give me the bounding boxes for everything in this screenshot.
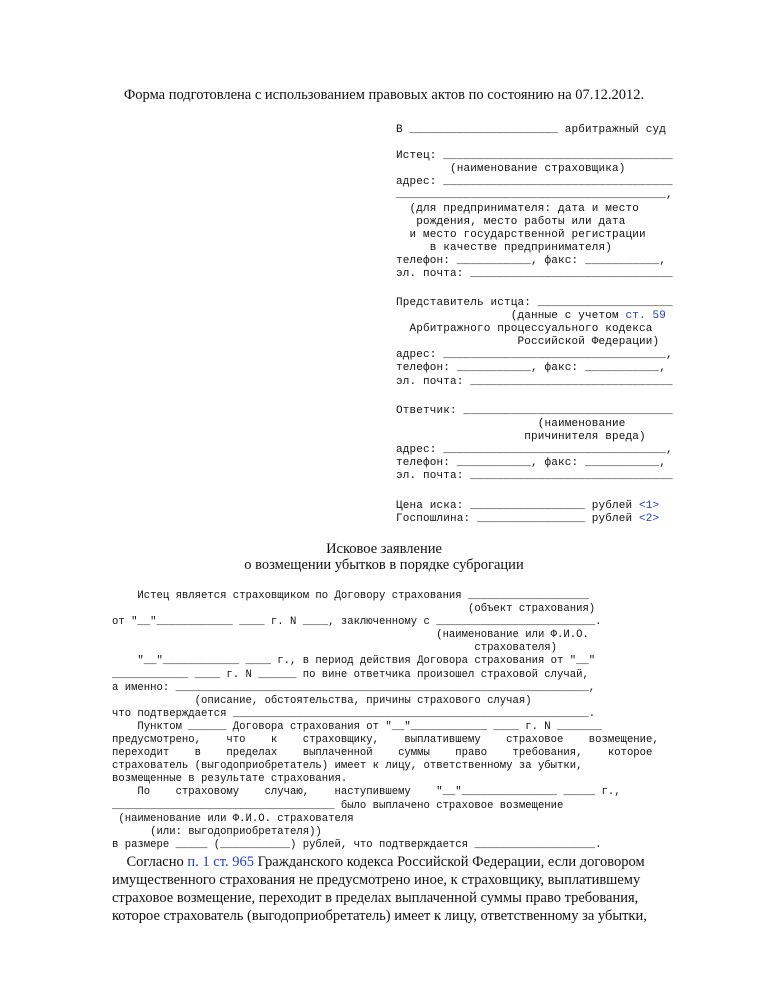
claimant-caption: (наименование страховщика) [396, 163, 626, 176]
body-serif-line-3: страховое возмещение, переходит в пределах выплаченной суммы право требования, [112, 890, 639, 906]
claimant-email: эл. почта: ______________________________ [396, 268, 673, 281]
claim-body-line: страхователь (выгодоприобретатель) имеет к лицу, ответственному за убытки, [112, 760, 583, 773]
claim-body-line: страхователя) [112, 642, 558, 655]
claim-body-line: ___________________________________ было выплачено страховое возмещение [112, 799, 564, 812]
entrepreneur-note-3: и место государственной регистрации [396, 228, 646, 241]
form-note: Форма подготовлена с использованием правовых актов по состоянию на 07.12.2012. [123, 87, 645, 103]
defendant-phone: телефон: ___________, факс: ___________, [396, 457, 667, 470]
claim-body-line: а именно: _________________________________________________________________, [112, 681, 596, 694]
claim-body-line: (или: выгодоприобретателя)) [112, 825, 322, 838]
body-serif-line-2: имущественного страхования не предусмотрено иное, к страховщику, выплатившему [112, 872, 641, 888]
claim-body-line: (наименование или Ф.И.О. страхователя [112, 812, 354, 825]
court-line: В ______________________ арбитражный суд [396, 124, 667, 136]
defendant-caption-1: (наименование [396, 418, 626, 431]
defendant-email: эл. почта: ______________________________ [396, 470, 673, 483]
claim-body-line: (объект страхования) [112, 603, 596, 616]
entrepreneur-note-2: рождения, место работы или дата [396, 215, 626, 228]
representative-phone: телефон: ___________, факс: ___________, [396, 362, 667, 375]
claim-body [112, 590, 690, 852]
claimant-block [396, 124, 673, 281]
representative-caption: (данные с учетом ст. 59 [396, 310, 667, 323]
entrepreneur-note-4: в качестве предпринимателя) [396, 241, 613, 254]
claimant-line: Истец: __________________________________ [396, 150, 673, 163]
body-serif-line-4: которое страхователь (выгодоприобретатель) имеет к лицу, ответственному за убытки, [112, 908, 647, 924]
representative-caption-3: Российской Федерации) [396, 336, 660, 349]
claim-body-line: переходит в пределах выплаченной суммы право требования, которое [112, 747, 653, 760]
representative-address: адрес: _________________________________, [396, 349, 673, 362]
claim-body-line: от "__"____________ ____ г. N ____, заключенному с _________________________. [112, 616, 602, 629]
defendant-address: адрес: _________________________________, [396, 444, 673, 457]
representative-line: Представитель истца: ____________________ [396, 297, 673, 309]
article-59-link[interactable]: ст. 59 [625, 310, 667, 323]
claimant-phone: телефон: ___________, факс: ___________, [396, 254, 667, 267]
defendant-block [396, 405, 673, 484]
claim-body-line: предусмотрено, что к страховщику, выплатившему страховое возмещение, [112, 734, 659, 747]
footnote-2-link[interactable]: <2> [639, 513, 660, 526]
footnote-1-link[interactable]: <1> [639, 500, 660, 512]
body-serif-line-1: Согласно п. 1 ст. 965 Гражданского кодекса Российской Федерации, если договором [112, 854, 645, 870]
claim-values [396, 500, 659, 526]
claim-body-line: По страховому случаю, наступившему "__"_______________ _____ г., [112, 786, 621, 799]
claim-body-line: Пунктом ______ Договора страхования от "__"____________ ____ г. N _______ [112, 720, 602, 733]
claim-body-line: (наименование или Ф.И.О. [112, 629, 589, 642]
claimant-address: адрес: __________________________________ [396, 176, 673, 189]
claim-body-line: в размере _____ (___________) рублей, что подтверждается ___________________. [112, 838, 602, 851]
defendant-line: Ответчик: _______________________________ [396, 405, 673, 417]
representative-caption-2: Арбитражного процессуального кодекса [396, 323, 653, 336]
representative-block [396, 297, 673, 389]
claim-body-line: (описание, обстоятельства, причины страхового случая) [112, 694, 532, 707]
claim-body-line: "__"____________ ____ г., в период действия Договора страхования от "__" [112, 655, 596, 668]
document-title: Исковое заявление [326, 541, 442, 557]
state-duty: Госпошлина: ________________ рублей <2> [396, 513, 660, 526]
claim-body-line: ____________ ____ г. N ______ по вине ответчика произошел страховой случай, [112, 668, 589, 681]
entrepreneur-note-1: (для предпринимателя: дата и место [396, 202, 640, 215]
blank-line [396, 137, 673, 150]
claim-body-line: возмещенные в результате страхования. [112, 773, 348, 786]
claim-body-line: что подтверждается ________________________________________________________. [112, 707, 596, 720]
article-965-link[interactable]: п. 1 ст. 965 [187, 854, 254, 870]
document-subtitle: о возмещении убытков в порядке суброгации [244, 557, 524, 573]
claim-body-line: Истец является страховщиком по Договору страхования ___________________ [112, 590, 589, 602]
claimant-address-cont: ________________________________________, [396, 189, 673, 202]
defendant-caption-2: причинителя вреда) [396, 431, 646, 444]
representative-email: эл. почта: ______________________________ [396, 375, 673, 388]
claim-price: Цена иска: _________________ рублей <1> [396, 500, 660, 512]
